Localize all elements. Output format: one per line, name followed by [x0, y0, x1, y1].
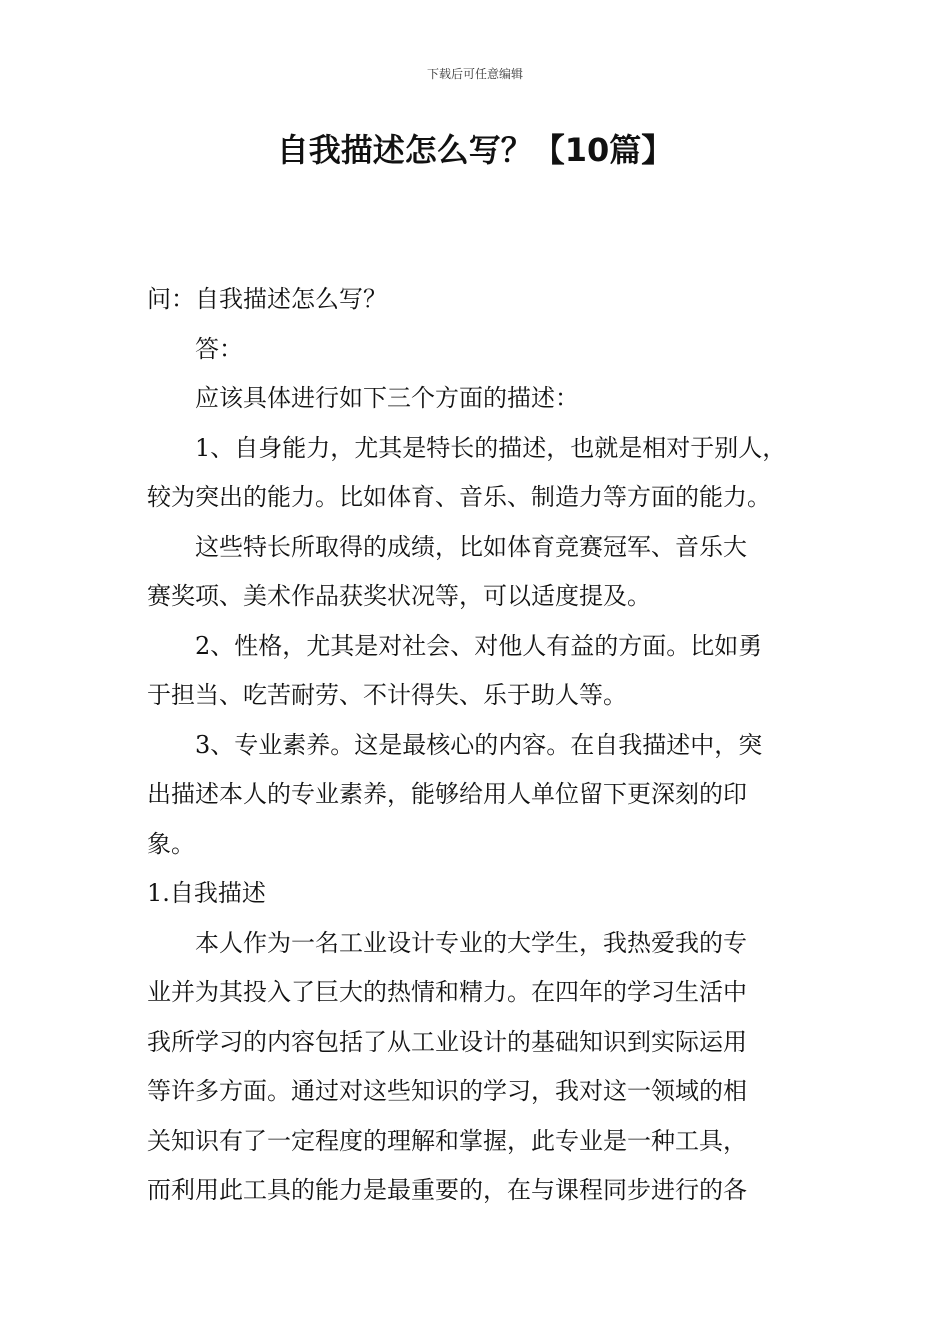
- text-line: 出描述本人的专业素养，能够给用人单位留下更深刻的印: [147, 780, 747, 808]
- text-line: 问：自我描述怎么写？: [147, 285, 387, 313]
- text-line: 3、专业素养。这是最核心的内容。在自我描述中，突: [195, 730, 763, 759]
- text-line: 象。: [147, 829, 195, 858]
- text-line: 1、自身能力，尤其是特长的描述，也就是相对于别人，: [195, 433, 787, 462]
- header-note: 下载后可任意编辑: [426, 67, 523, 81]
- text-line: 我所学习的内容包括了从工业设计的基础知识到实际运用: [147, 1027, 747, 1056]
- text-line: 答：: [195, 334, 243, 363]
- document-body: [147, 275, 817, 1216]
- text-line: 等许多方面。通过对这些知识的学习，我对这一领域的相: [147, 1077, 747, 1105]
- text-line: 较为突出的能力。比如体育、音乐、制造力等方面的能力。: [147, 483, 771, 511]
- section-heading: 1.自我描述: [147, 879, 266, 907]
- text-line: 于担当、吃苦耐劳、不计得失、乐于助人等。: [147, 681, 627, 709]
- text-line: 应该具体进行如下三个方面的描述：: [195, 384, 579, 412]
- text-line: 本人作为一名工业设计专业的大学生，我热爱我的专: [195, 928, 747, 957]
- document-title: 自我描述怎么写？【10篇】: [276, 131, 674, 169]
- text-line: 关知识有了一定程度的理解和掌握，此专业是一种工具，: [147, 1126, 747, 1155]
- text-line: 业并为其投入了巨大的热情和精力。在四年的学习生活中: [147, 978, 747, 1006]
- text-line: 赛奖项、美术作品获奖状况等，可以适度提及。: [147, 582, 651, 610]
- text-line: 这些特长所取得的成绩，比如体育竞赛冠军、音乐大: [195, 532, 747, 561]
- text-line: 2、性格，尤其是对社会、对他人有益的方面。比如勇: [195, 631, 763, 660]
- text-line: 而利用此工具的能力是最重要的，在与课程同步进行的各: [147, 1176, 747, 1204]
